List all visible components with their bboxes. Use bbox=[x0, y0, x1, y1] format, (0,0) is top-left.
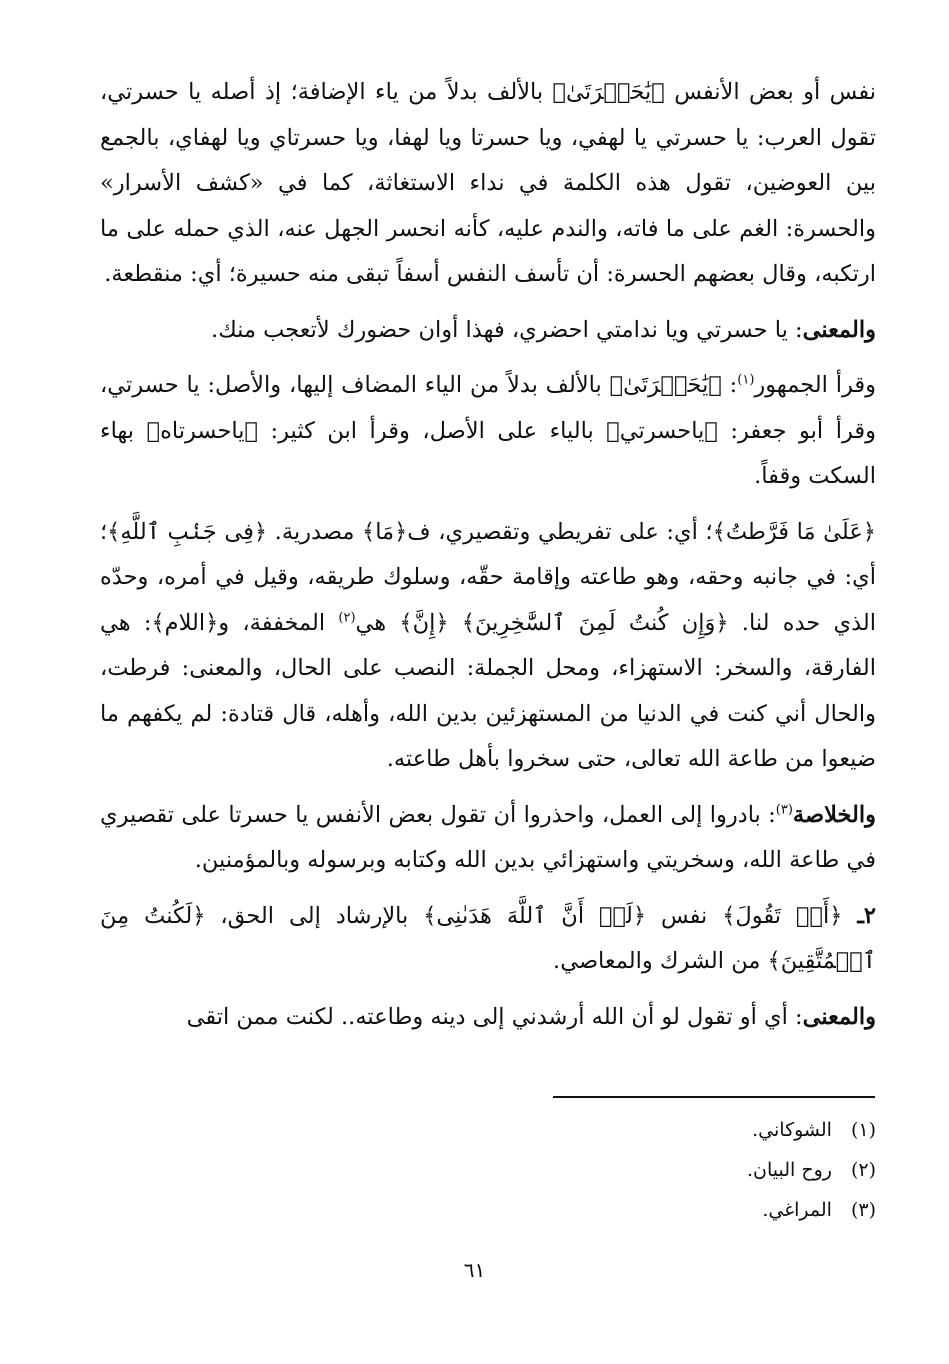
paragraph bbox=[100, 793, 876, 884]
footnote-ref[interactable]: (٢) bbox=[338, 610, 356, 625]
footnote bbox=[100, 1190, 876, 1230]
paragraph-text-before: ﴿عَلَىٰ مَا فَرَّطتُ﴾؛ أي: على تفريطي وتقصيري، ف﴿مَا﴾ مصدرية. ﴿فِى جَنۢبِ ٱللَّهِ﴾؛ أي: في جانبه وحقه، وهو طاعته وإقامة حقّه، وسلوك طريقه، وقيل في أمره، وحدّه الذي حده لنا. ﴿وَإِن كُنتُ لَمِنَ ٱلسَّٰخِرِينَ﴾ ﴿إِنَّ﴾ هي bbox=[100, 518, 876, 636]
paragraph-text: ﴿أَوۡ تَقُولَ﴾ نفس ﴿لَوۡ أَنَّ ٱللَّهَ هَدَىٰنِى﴾ بالإرشاد إلى الحق، ﴿لَكُنتُ مِنَ ٱلۡمُتَّقِينَ﴾ من الشرك والمعاصي. bbox=[100, 902, 876, 974]
paragraph bbox=[100, 995, 876, 1041]
paragraph-text: نفس أو بعض الأنفس ﴿يَٰحَسۡرَتَىٰ﴾ بالألف بدلاً من ياء الإضافة؛ إذ أصله يا حسرتي، تقول العرب: يا حسرتي يا لهفي، ويا حسرتا ويا لهفا، ويا حسرتاي ويا لهفاي، بالجمع بين العوضين، تقول هذه الكلمة في نداء الاستغاثة، كما في «كشف الأسرار» والحسرة: الغم على ما فاته، والندم عليه، كأنه انحسر الجهل عنه، الذي حمله على ما ارتكبه، وقال بعضهم الحسرة: أن تأسف النفس أسفاً تبقى منه حسيرة؛ أي: منقطعة. bbox=[100, 79, 876, 287]
paragraph-text: : بادروا إلى العمل، واحذروا أن تقول بعض الأنفس يا حسرتا على تقصيري في طاعة الله، وسخريتي واستهزائي بدين الله وكتابه وبرسوله وبالمؤمنين. bbox=[100, 801, 876, 873]
paragraph-text: : يا حسرتي ويا ندامتي احضري، فهذا أوان حضورك لأتعجب منك. bbox=[211, 316, 803, 343]
paragraph-keyword: والخلاصة bbox=[792, 801, 876, 828]
list-number: ٢ـ bbox=[857, 902, 876, 929]
paragraph bbox=[100, 894, 876, 985]
page-number: ٦١ bbox=[463, 1258, 486, 1282]
footnote-divider bbox=[553, 1096, 875, 1098]
paragraph-text-before: وقرأ الجمهور bbox=[754, 372, 877, 398]
footnote-ref[interactable]: (٣) bbox=[775, 802, 793, 817]
paragraph-keyword: والمعنى bbox=[802, 1003, 876, 1030]
paragraph-text: : ﴿يَٰحَسۡرَتَىٰ﴾ بالألف بدلاً من الياء المضاف إليها، والأصل: يا حسرتي، وقرأ أبو جعفر: ﴿ياحسرتي﴾ بالياء على الأصل، وقرأ ابن كثير: ﴿ياحسرتاه﴾ بهاء السكت وقفاً. bbox=[100, 372, 876, 489]
paragraph-keyword: والمعنى bbox=[802, 316, 876, 343]
footnotes bbox=[100, 1110, 876, 1230]
footnote bbox=[100, 1110, 876, 1150]
footnote-number: (٢) bbox=[850, 1159, 876, 1181]
footnote-ref[interactable]: (١) bbox=[737, 372, 755, 388]
paragraph bbox=[100, 70, 876, 298]
footnote-text: الشوكاني. bbox=[752, 1119, 832, 1141]
paragraph-text: : أي أو تقول لو أن الله أرشدني إلى دينه وطاعته.. لكنت ممن اتقى bbox=[186, 1003, 803, 1030]
footnote bbox=[100, 1150, 876, 1190]
paragraph bbox=[100, 308, 876, 354]
footnote-number: (٣) bbox=[850, 1199, 876, 1221]
paragraph bbox=[100, 363, 876, 500]
page-body bbox=[100, 70, 876, 1050]
footnote-text: روح البيان. bbox=[746, 1159, 832, 1181]
footnote-number: (١) bbox=[850, 1119, 876, 1141]
paragraph bbox=[100, 510, 876, 783]
footnote-text: المراغي. bbox=[762, 1199, 832, 1221]
paragraph-text: المخففة، و﴿اللام﴾: هي الفارقة، والسخر: الاستهزاء، ومحل الجملة: النصب على الحال، والمعنى: فرطت، والحال أني كنت في الدنيا من المستهزئين بدين الله، وأهله، قال قتادة: لم يكفهم ما ضيعوا من طاعة الله تعالى، حتى سخروا بأهل طاعته. bbox=[100, 609, 876, 772]
